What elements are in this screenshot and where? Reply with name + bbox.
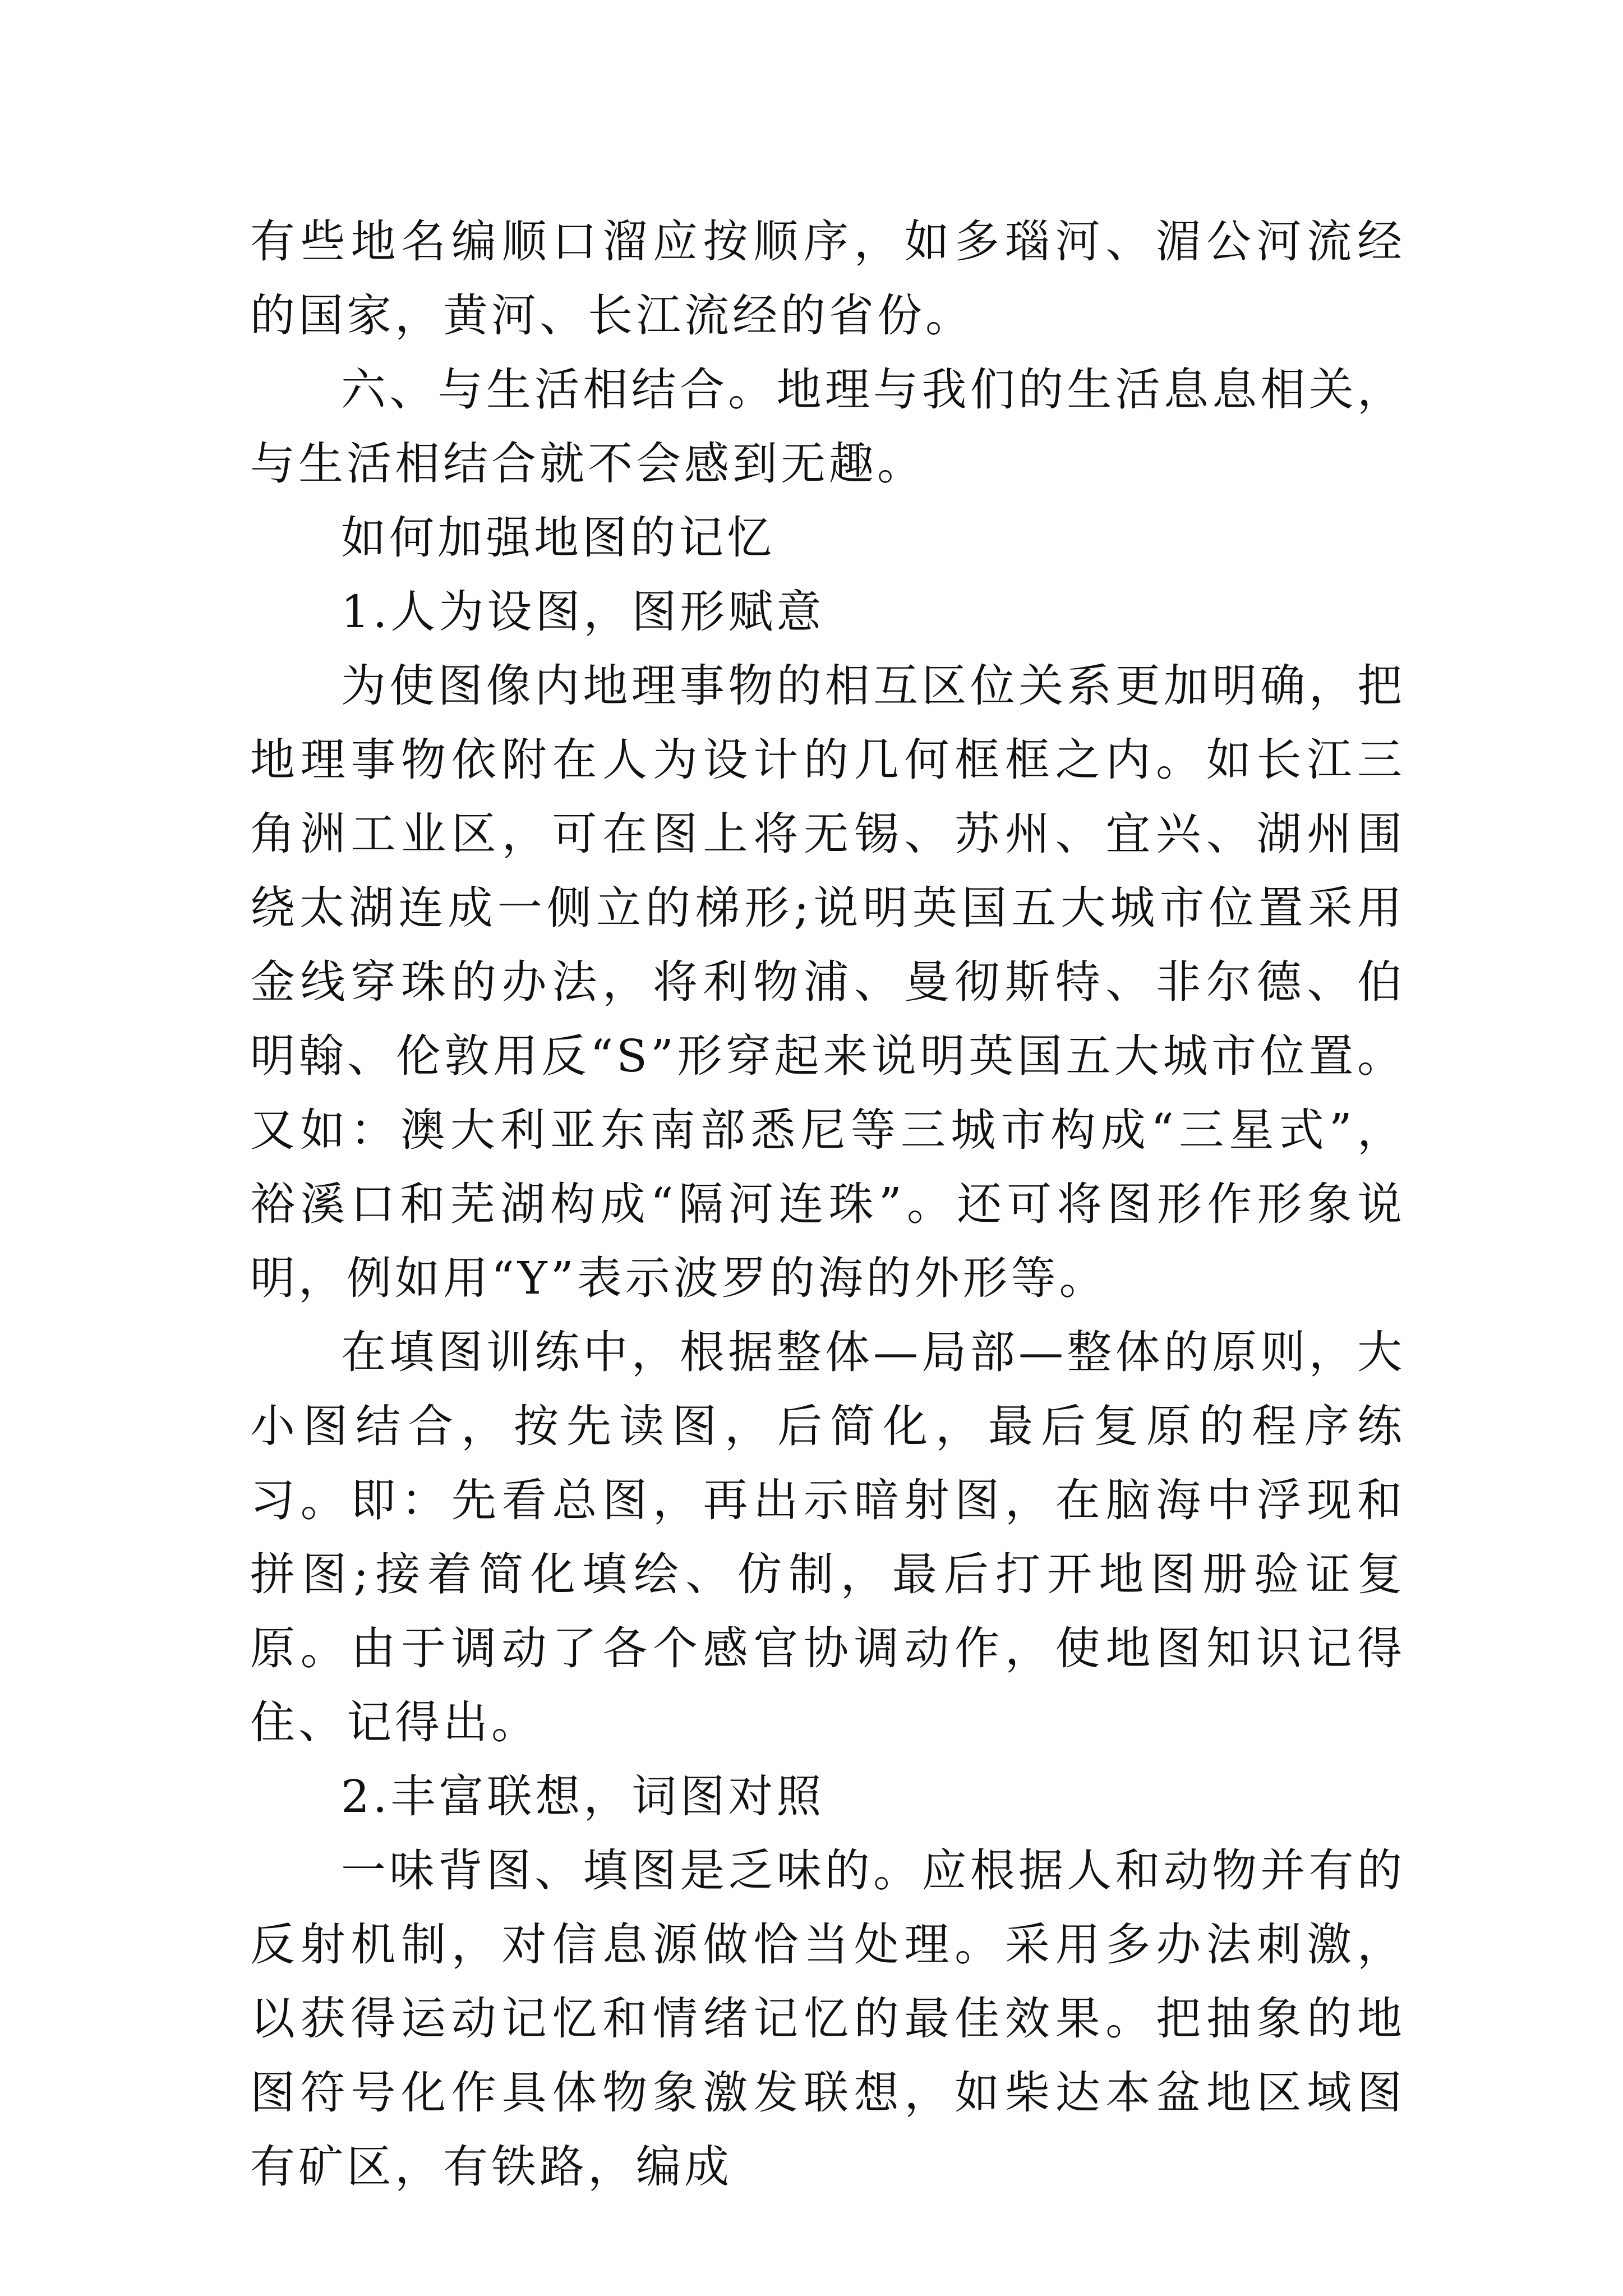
paragraph-association-methods: 一味背图、填图是乏味的。应根据人和动物并有的反射机制，对信息源做恰当处理。采用多办法刺激，以获得运动记忆和情绪记忆的最佳效果。把抽象的地图符号化作具体物象激发联想，如柴达本盆地区域图有矿区，有铁路，编成 bbox=[250, 1844, 1405, 2193]
paragraph-map-filling-training: 在填图训练中，根据整体—局部—整体的原则，大小图结合，按先读图，后简化，最后复原的程序练习。即：先看总图，再出示暗射图，在脑海中浮现和拼图;接着简化填绘、仿制，最后打开地图册验证复原。由于调动了各个感官协调动作，使地图知识记得住、记得出。 bbox=[250, 1326, 1405, 1749]
subheading-rich-association: 2.丰富联想，词图对照 bbox=[341, 1770, 825, 1823]
paragraph-life-connection: 六、与生活相结合。地理与我们的生活息息相关，与生活相结合就不会感到无趣。 bbox=[250, 364, 1405, 490]
subheading-design-figures: 1.人为设图，图形赋意 bbox=[341, 586, 825, 638]
paragraph-geometric-frames: 为使图像内地理事物的相互区位关系更加明确，把地理事物依附在人为设计的几何框框之内。如长江三角洲工业区，可在图上将无锡、苏州、宜兴、湖州围绕太湖连成一侧立的梯形;说明英国五大城市位置采用金线穿珠的办法，将利物浦、曼彻斯特、非尔德、伯明翰、伦敦用反“S”形穿起来说明英国五大城市位置。又如：澳大利亚东南部悉尼等三城市构成“三星式”，裕溪口和芜湖构成“隔河连珠”。还可将图形作形象说明，例如用“Y”表示波罗的海的外形等。 bbox=[250, 660, 1405, 1304]
section-heading-map-memory: 如何加强地图的记忆 bbox=[341, 512, 775, 564]
body-text bbox=[250, 205, 1405, 2204]
paragraph-place-name-rhymes: 有些地名编顺口溜应按顺序，如多瑙河、湄公河流经的国家，黄河、长江流经的省份。 bbox=[250, 215, 1405, 342]
